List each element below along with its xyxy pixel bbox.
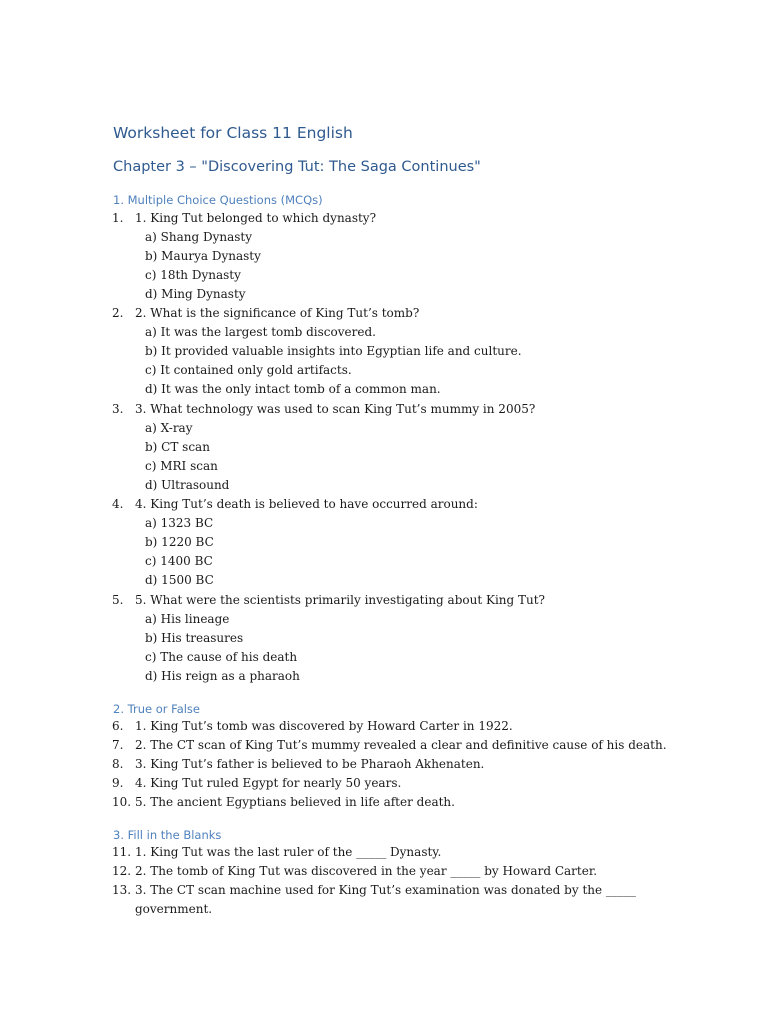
mcq-section-heading: 1. Multiple Choice Questions (MCQs) [113, 193, 323, 207]
item-text: 2. The CT scan of King Tut’s mummy revealed a clear and definitive cause of his death. [135, 738, 667, 752]
item-text: 2. The tomb of King Tut was discovered in the year _____ by Howard Carter. [135, 864, 598, 878]
question-text: 2. What is the significance of King Tut’s tomb? [135, 306, 420, 320]
option-text: c) The cause of his death [145, 650, 298, 664]
item-number: 12. [112, 864, 132, 878]
option-text: c) MRI scan [145, 459, 218, 473]
option-text: b) 1220 BC [145, 535, 214, 549]
item-number: 6. [112, 719, 124, 733]
option-text: a) Shang Dynasty [145, 230, 253, 244]
item-text: 4. King Tut ruled Egypt for nearly 50 years. [135, 776, 402, 790]
option-text: d) Ultrasound [145, 478, 230, 492]
option-text: d) It was the only intact tomb of a common man. [145, 382, 441, 396]
option-text: b) CT scan [145, 440, 210, 454]
option-text: a) It was the largest tomb discovered. [145, 325, 376, 339]
worksheet-title: Worksheet for Class 11 English [113, 124, 353, 142]
option-text: c) 18th Dynasty [145, 268, 241, 282]
option-text: b) Maurya Dynasty [145, 249, 261, 263]
question-number: 4. [112, 497, 124, 511]
item-text: 3. King Tut’s father is believed to be Pharaoh Akhenaten. [135, 757, 485, 771]
question-number: 3. [112, 402, 124, 416]
question-text: 4. King Tut’s death is believed to have occurred around: [135, 497, 478, 511]
option-text: a) 1323 BC [145, 516, 214, 530]
option-text: b) His treasures [145, 631, 244, 645]
item-text-continuation: government. [135, 902, 213, 916]
option-text: c) It contained only gold artifacts. [145, 363, 352, 377]
item-text: 1. King Tut’s tomb was discovered by Howard Carter in 1922. [135, 719, 513, 733]
item-number: 8. [112, 757, 124, 771]
question-number: 2. [112, 306, 124, 320]
item-number: 13. [112, 883, 132, 897]
option-text: c) 1400 BC [145, 554, 213, 568]
option-text: d) His reign as a pharaoh [145, 669, 300, 683]
item-number: 11. [112, 845, 132, 859]
option-text: a) His lineage [145, 612, 230, 626]
option-text: d) Ming Dynasty [145, 287, 246, 301]
option-text: d) 1500 BC [145, 573, 214, 587]
item-text: 1. King Tut was the last ruler of the _____ Dynasty. [135, 845, 442, 859]
option-text: a) X-ray [145, 421, 193, 435]
question-text: 1. King Tut belonged to which dynasty? [135, 211, 377, 225]
chapter-subtitle: Chapter 3 – "Discovering Tut: The Saga Continues" [113, 159, 481, 175]
item-number: 9. [112, 776, 124, 790]
question-number: 5. [112, 593, 124, 607]
question-number: 1. [112, 211, 124, 225]
item-text: 5. The ancient Egyptians believed in life after death. [135, 795, 455, 809]
question-text: 5. What were the scientists primarily investigating about King Tut? [135, 593, 545, 607]
question-text: 3. What technology was used to scan King Tut’s mummy in 2005? [135, 402, 536, 416]
item-text: 3. The CT scan machine used for King Tut’s examination was donated by the _____ [135, 883, 636, 897]
true-false-section-heading: 2. True or False [113, 702, 200, 716]
fill-blanks-section-heading: 3. Fill in the Blanks [113, 828, 222, 842]
option-text: b) It provided valuable insights into Egyptian life and culture. [145, 344, 522, 358]
item-number: 10. [112, 795, 132, 809]
item-number: 7. [112, 738, 124, 752]
